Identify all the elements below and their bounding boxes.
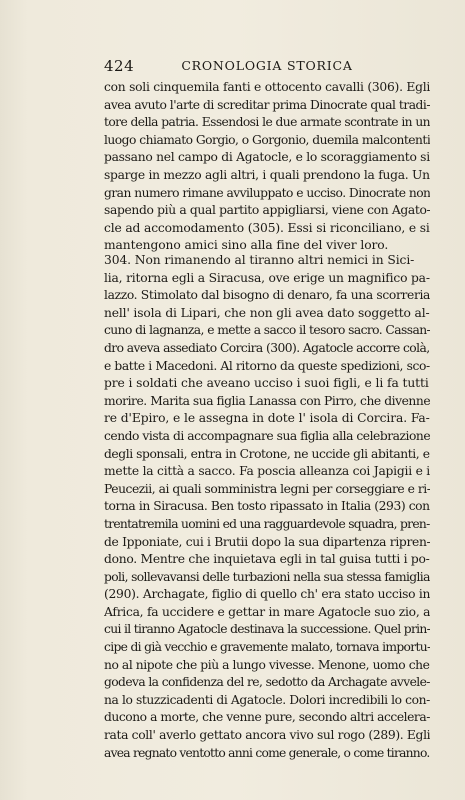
text-line: na lo stuzzicadenti di Agatocle. Dolori incredibili lo con- [104, 692, 430, 707]
text-line: e batte i Macedoni. Al ritorno da queste spedizioni, sco- [104, 358, 430, 373]
text-line: torna in Siracusa. Ben tosto ripassato in Italia (293) con [104, 499, 430, 514]
text-line: 304. Non rimanendo al tiranno altri nemici in Sici- [104, 253, 415, 267]
text-line: morire. Marita sua figlia Lanassa con Pirro, che divenne [104, 393, 430, 408]
text-line: dono. Mentre che inquietava egli in tal guisa tutti i po- [104, 552, 430, 567]
text-line: degli sponsali, entra in Crotone, ne uccide gli abitanti, e [104, 446, 430, 461]
text-line: Peucezii, ai quali somministra legni per corseggiare e ri- [104, 481, 430, 496]
text-line: godeva la confidenza del re, sedotto da Archagate avvele- [104, 675, 430, 690]
text-line: pre i soldati che aveano ucciso i suoi figli, e li fa tutti [104, 376, 429, 391]
text-line: sparge in mezzo agli altri, i quali prendono la fuga. Un [104, 167, 430, 182]
text-line: cui il tiranno Agatocle destinava la successione. Quel prin- [104, 622, 430, 637]
text-line: (290). Archagate, figlio di quello ch' era stato ucciso in [104, 587, 430, 602]
text-line: Africa, fa uccidere e gettar in mare Agatocle suo zio, a [104, 604, 430, 619]
text-line: cendo vista di accompagnare sua figlia alla celebrazione [104, 428, 430, 443]
text-line: dro aveva assediato Corcira (300). Agatocle accorre colà, [104, 340, 430, 355]
paragraph-1 [104, 79, 430, 255]
paragraph-2 [104, 252, 430, 762]
text-line: re d'Epiro, e le assegna in dote l' isola di Corcira. Fa- [104, 411, 430, 426]
text-line: tore della patria. Essendosi le due armate scontrate in un [104, 115, 430, 130]
text-line: no al nipote che più a lungo vivesse. Menone, uomo che [104, 657, 430, 672]
text-line: passano nel campo di Agatocle, e lo scoraggiamento si [104, 150, 430, 165]
text-line: sapendo più a qual partito appigliarsi, viene con Agato- [104, 203, 430, 218]
text-line: lazzo. Stimolato dal bisogno di denaro, fa una scorreria [104, 288, 430, 303]
text-line: cipe di già vecchio e gravemente malato, tornava importu- [104, 640, 430, 655]
text-line: de Ipponiate, cui i Brutii dopo la sua dipartenza ripren- [104, 534, 430, 549]
text-line: nell' isola di Lipari, che non gli avea dato soggetto al- [104, 305, 430, 320]
text-line: lia, ritorna egli a Siracusa, ove erige un magnifico pa- [104, 270, 430, 285]
text-line: luogo chiamato Gorgio, o Gorgonio, duemila malcontenti [104, 132, 430, 147]
text-line: mantengono amici sino alla fine del viver loro. [104, 238, 389, 253]
text-line: mette la città a sacco. Fa poscia alleanza coi Japigii e i [104, 464, 430, 479]
page-number: 424 [104, 57, 135, 75]
text-line: cuno di lagnanza, e mette a sacco il tesoro sacro. Cassan- [104, 323, 430, 338]
text-line: cle ad accomodamento (305). Essi si riconciliano, e si [104, 220, 430, 235]
text-line: poli, sollevavansi delle turbazioni nella sua stessa famiglia [104, 569, 430, 584]
text-line: gran numero rimane avviluppato e ucciso. Dinocrate non [104, 185, 430, 200]
page-header [104, 57, 430, 79]
text-line: rata coll' averlo gettato ancora vivo sul rogo (289). Egli [104, 728, 430, 743]
text-line: ducono a morte, che venne pure, secondo altri accelera- [104, 710, 430, 725]
text-line: con soli cinquemila fanti e ottocento cavalli (306). Egli [104, 80, 430, 94]
running-title: CRONOLOGIA STORICA [181, 58, 353, 73]
text-line: avea avuto l'arte di screditar prima Dinocrate qual tradi- [104, 97, 430, 112]
text-line: trentatremila uomini ed una ragguardevole squadra, pren- [104, 516, 430, 531]
text-line: avea regnato ventotto anni come generale, o come tiranno. [104, 745, 430, 760]
